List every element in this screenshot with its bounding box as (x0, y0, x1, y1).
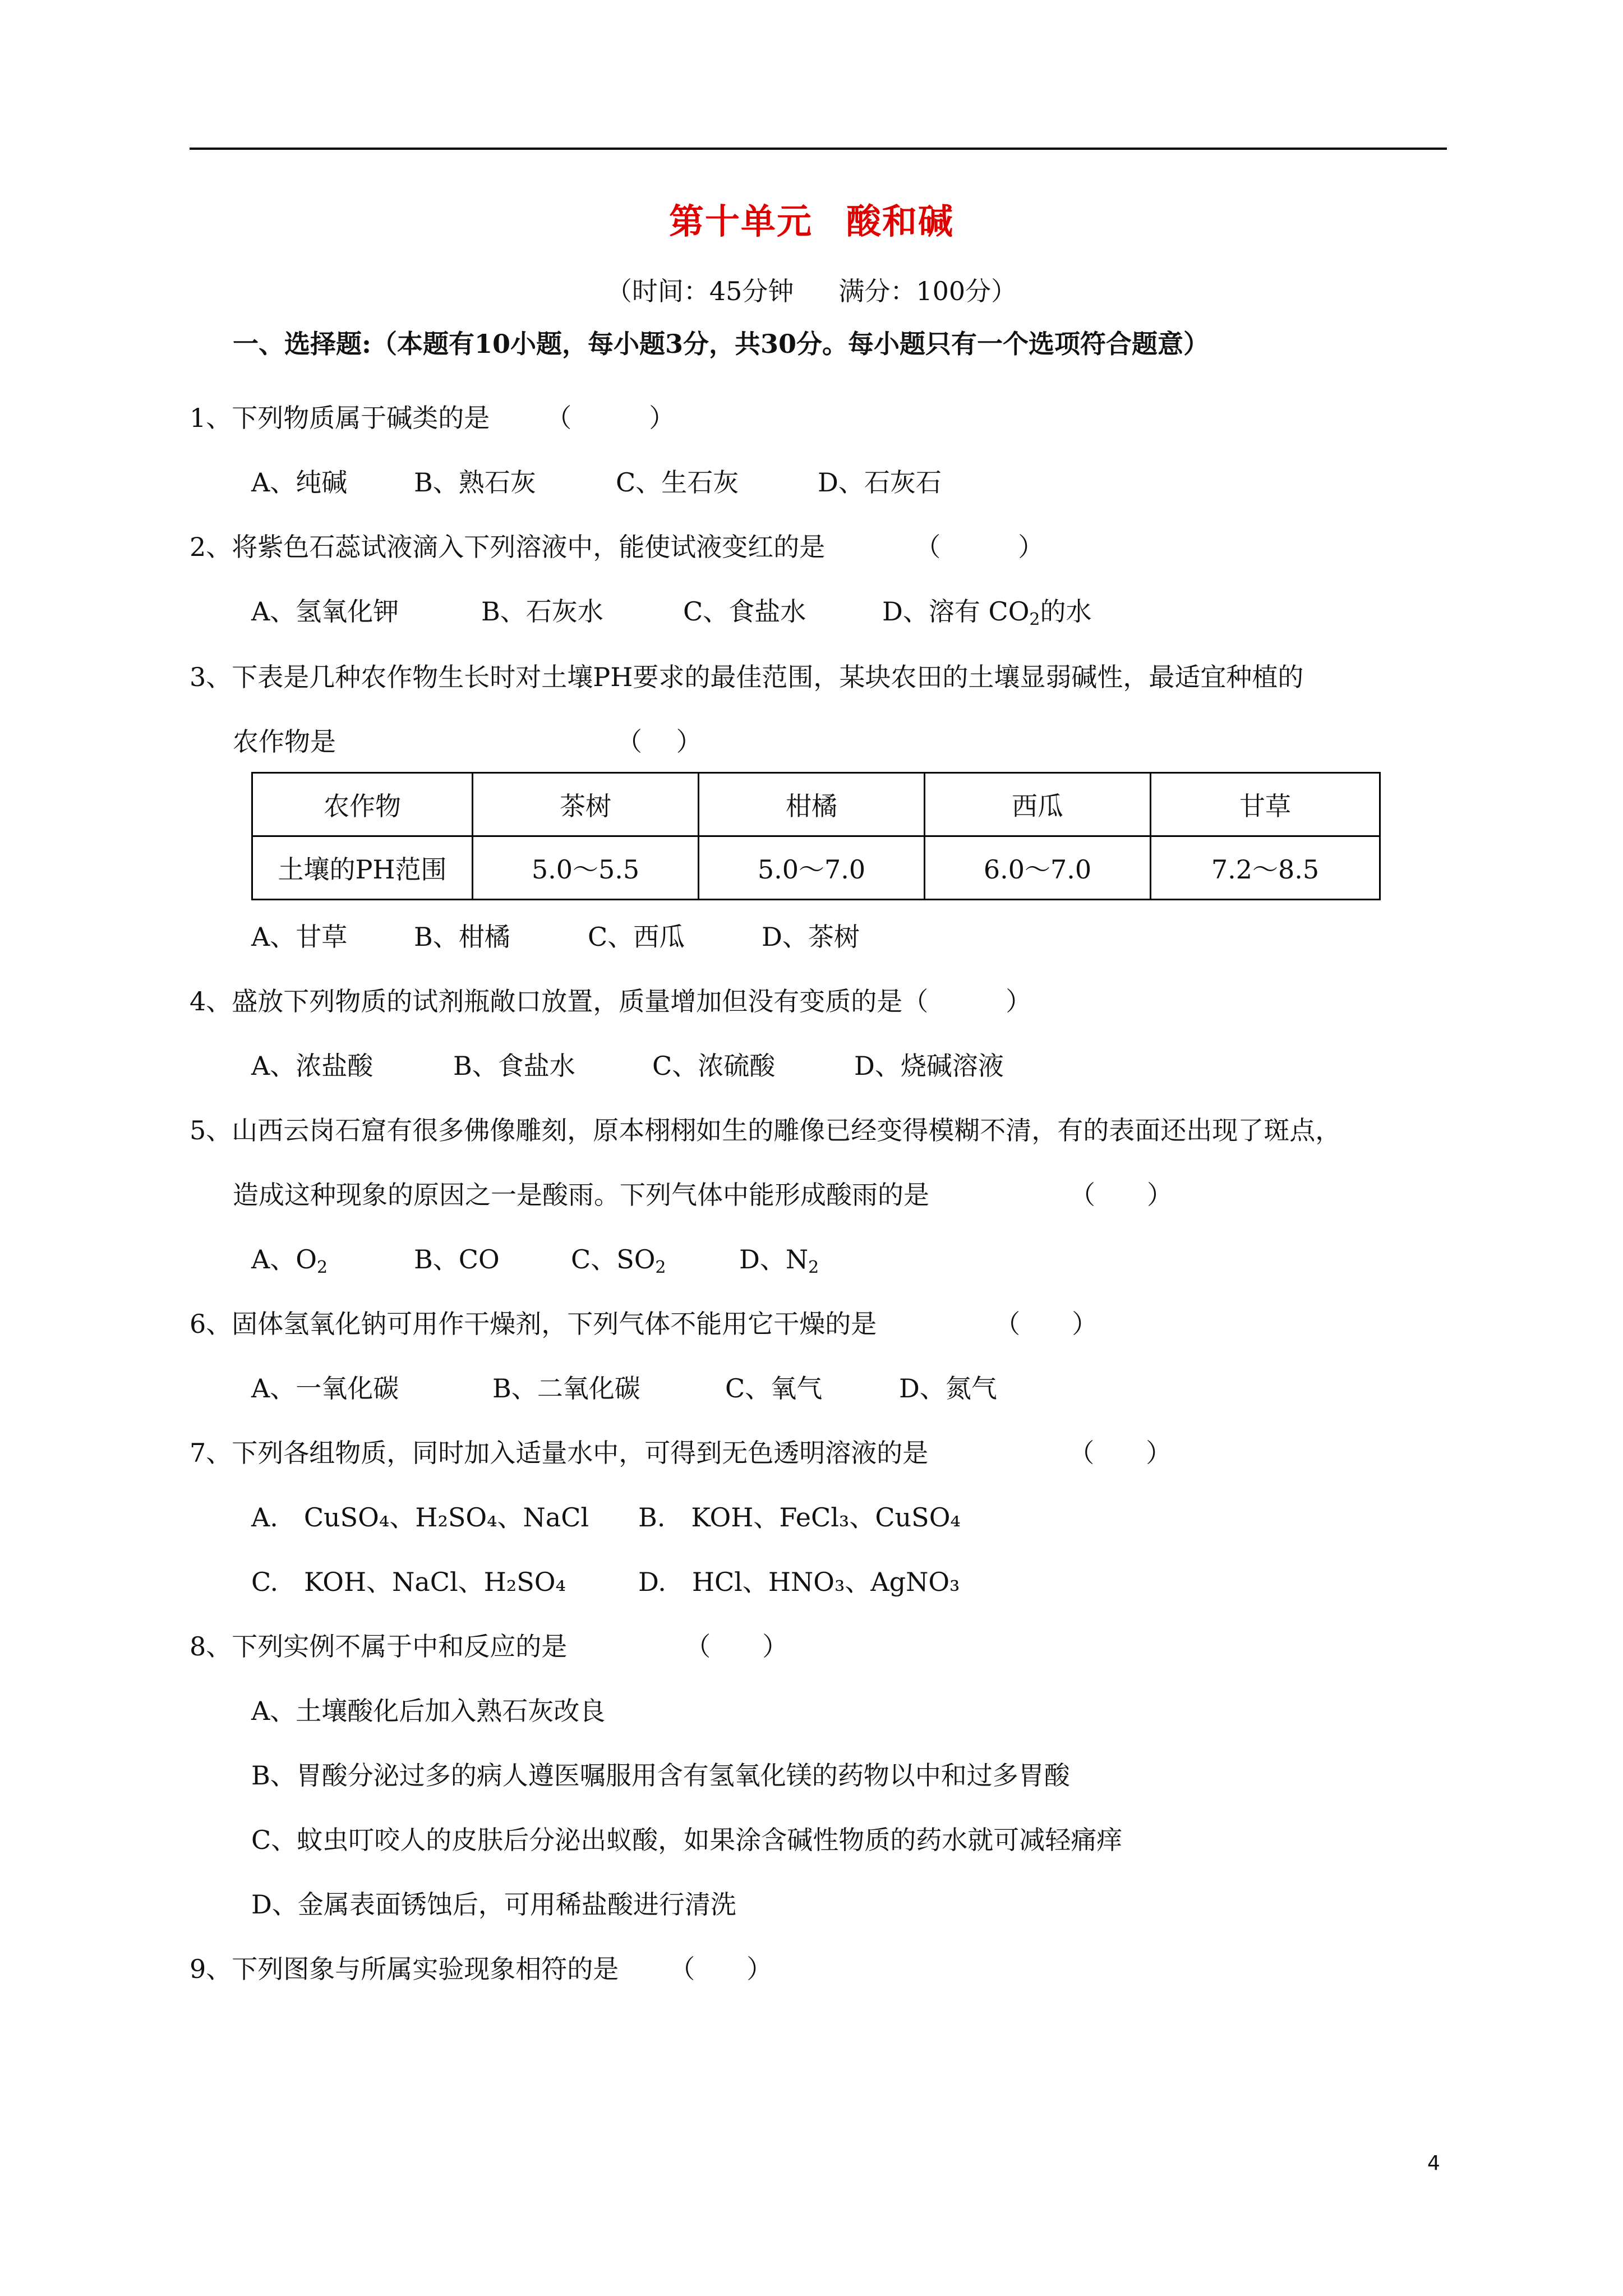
table-cell: 西瓜 (925, 773, 1151, 836)
question-4-options (251, 1049, 1004, 1083)
table-row (252, 773, 1380, 836)
section-heading: 一、选择题:（本题有10小题，每小题3分，共30分。每小题只有一个选项符合题意） (233, 329, 1210, 359)
table-cell: 5.0～7.0 (699, 836, 925, 900)
option-c: C、蚊虫叮咬人的皮肤后分泌出蚁酸，如果涂含碱性物质的药水就可减轻痛痒 (251, 1825, 1123, 1855)
option-d: D、烧碱溶液 (854, 1051, 1004, 1081)
question-9: 9、下列图象与所属实验现象相符的是 （ ） (190, 1954, 773, 1984)
answer-blank: （ ） (902, 986, 1032, 1016)
option-b: B、胃酸分泌过多的病人遵医嘱服用含有氢氧化镁的药物以中和过多胃酸 (251, 1760, 1070, 1791)
exam-time: （时间：45分钟 (606, 276, 794, 306)
option-c: C. KOH、NaCl、H₂SO₄ (251, 1567, 566, 1597)
question-1-options (251, 466, 942, 499)
table-cell: 柑橘 (699, 773, 925, 836)
option-d: D、石灰石 (818, 467, 942, 498)
page-number: 4 (1427, 2152, 1440, 2175)
question-7-options-cd (251, 1565, 960, 1599)
option-d: D、金属表面锈蚀后，可用稀盐酸进行清洗 (251, 1889, 736, 1920)
option-b: B. KOH、FeCl₃、CuSO₄ (638, 1502, 961, 1533)
ph-table (251, 772, 1381, 900)
option-a: A、氢氧化钾 (251, 596, 399, 627)
table-cell: 5.0～5.5 (473, 836, 699, 900)
exam-score: 满分：100分） (838, 276, 1017, 306)
question-6: 6、固体氢氧化钠可用作干燥剂，下列气体不能用它干燥的是 （ ） (190, 1309, 1098, 1339)
option-a: A、$O_2$ (251, 1244, 328, 1277)
question-8: 8、下列实例不属于中和反应的是 （ ） (190, 1631, 789, 1662)
option-b: B、CO (414, 1244, 500, 1274)
answer-blank: （ ） (546, 403, 675, 433)
page-title: 第十单元 酸和碱 (668, 201, 955, 242)
question-3: 3、下表是几种农作物生长时对土壤PH要求的最佳范围，某块农田的土壤显弱碱性，最适宜种植的 (190, 662, 1304, 692)
option-b: B、食盐水 (453, 1051, 575, 1081)
answer-blank: （ ） (1069, 1180, 1173, 1210)
option-a: A、浓盐酸 (251, 1051, 374, 1081)
question-3-options (251, 920, 860, 954)
option-d: D、氮气 (899, 1373, 997, 1404)
question-7-options-ab (251, 1501, 961, 1534)
table-cell: 6.0～7.0 (925, 836, 1151, 900)
option-b: B、熟石灰 (414, 467, 536, 498)
option-c: C、浓硫酸 (652, 1051, 776, 1081)
answer-blank: （ ） (1068, 1438, 1172, 1468)
question-7: 7、下列各组物质，同时加入适量水中，可得到无色透明溶液的是 （ ） (190, 1438, 1172, 1468)
option-c: C、西瓜 (588, 922, 685, 952)
table-row (252, 836, 1380, 900)
option-d: D、$N_2$ (739, 1244, 819, 1277)
option-c: C、氧气 (725, 1373, 823, 1404)
question-5-options (251, 1243, 819, 1285)
option-a: A、甘草 (251, 922, 348, 952)
table-cell: 茶树 (473, 773, 699, 836)
header-rule (190, 148, 1447, 150)
option-b: B、石灰水 (481, 596, 603, 627)
question-5-cont: 造成这种现象的原因之一是酸雨。下列气体中能形成酸雨的是 （ ） (233, 1180, 1173, 1210)
answer-blank: （ ） (669, 1954, 773, 1984)
option-a: A、土壤酸化后加入熟石灰改良 (251, 1696, 606, 1726)
question-2-options (251, 595, 1092, 637)
exam-info (0, 271, 1623, 308)
option-c: C、生石灰 (616, 467, 739, 498)
option-b: B、二氧化碳 (492, 1373, 640, 1404)
table-cell: 甘草 (1151, 773, 1380, 836)
option-d: D、茶树 (762, 922, 860, 952)
option-a: A、纯碱 (251, 467, 348, 498)
question-1: 1、下列物质属于碱类的是 （ ） (190, 403, 675, 433)
option-c: C、$SO_2$ (571, 1244, 666, 1277)
question-5: 5、山西云岗石窟有很多佛像雕刻，原本栩栩如生的雕像已经变得模糊不清，有的表面还出现了斑点， (190, 1115, 1341, 1145)
table-cell: 7.2～8.5 (1151, 836, 1380, 900)
answer-blank: （ ） (685, 1631, 789, 1662)
table-cell: 土壤的PH范围 (252, 836, 473, 900)
question-4: 4、盛放下列物质的试剂瓶敞口放置，质量增加但没有变质的是（ ） (190, 986, 1032, 1016)
answer-blank: （ ） (616, 726, 702, 757)
option-b: B、柑橘 (414, 922, 510, 952)
option-d: D. HCl、HNO₃、AgNO₃ (638, 1567, 960, 1597)
option-a: A、一氧化碳 (251, 1373, 399, 1404)
question-3-cont: 农作物是 （ ） (233, 726, 702, 757)
option-a: A. CuSO₄、H₂SO₄、NaCl (251, 1502, 589, 1533)
option-c: C、食盐水 (683, 596, 806, 627)
table-cell: 农作物 (252, 773, 473, 836)
answer-blank: （ ） (915, 532, 1044, 562)
question-6-options (251, 1372, 997, 1405)
answer-blank: （ ） (994, 1309, 1098, 1339)
option-d: D、溶有 $CO_2$的水 (882, 596, 1092, 629)
question-2: 2、将紫色石蕊试液滴入下列溶液中，能使试液变红的是 （ ） (190, 532, 1044, 562)
